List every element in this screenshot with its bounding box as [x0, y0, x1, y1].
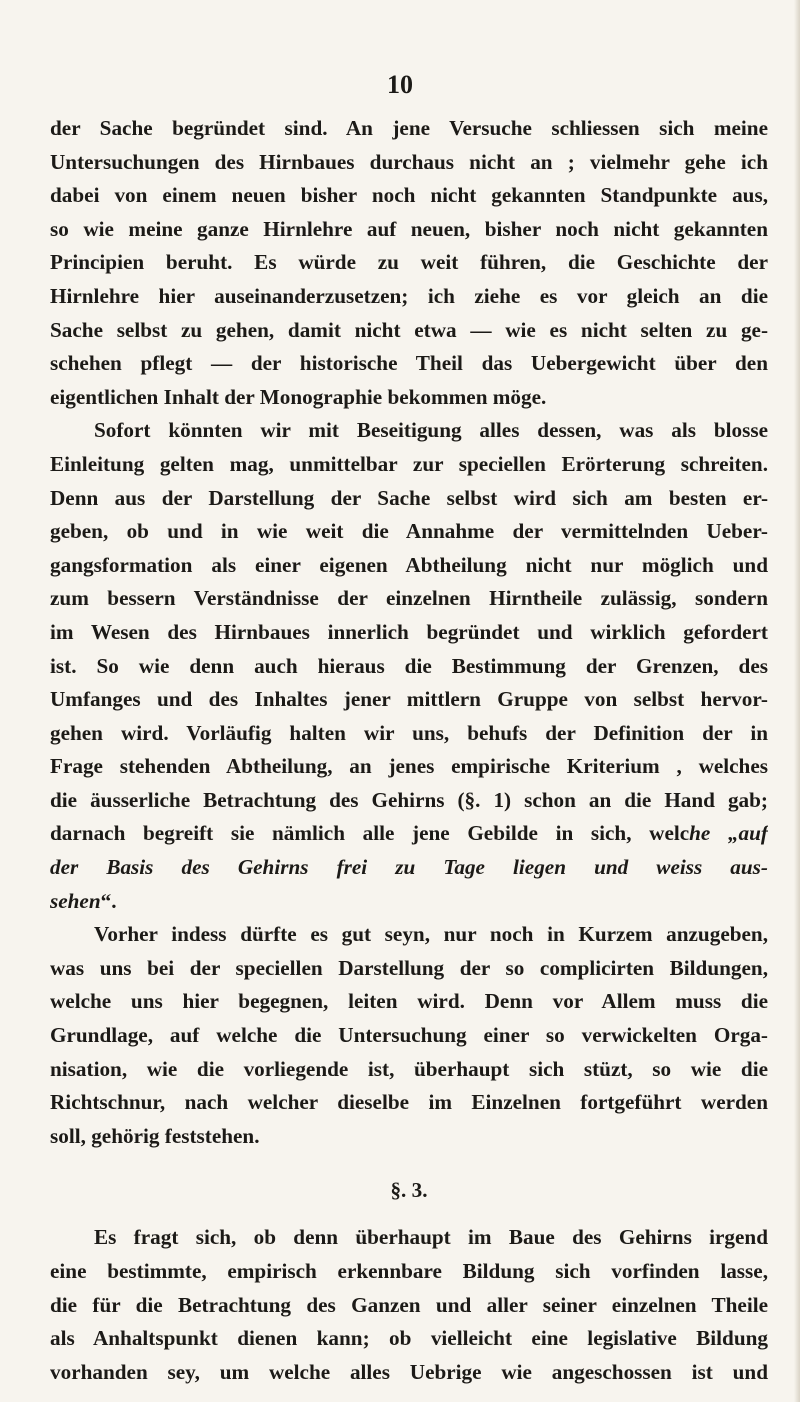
text-line: gangsformation als einer eigenen Abtheilung nicht nur möglich und [50, 552, 768, 577]
text-line: der Basis des Gehirns frei zu Tage liegen und weiss aus- [50, 855, 768, 880]
text-line: die äusserliche Betrachtung des Gehirns (§. 1) schon an die Hand gab; [50, 787, 768, 812]
text-line: der Sache begründet sind. An jene Versuche schliessen sich meine [50, 116, 768, 140]
text-line: gehen wird. Vorläufig halten wir uns, behufs der Definition der in [50, 720, 768, 745]
text-line: Umfanges und des Inhaltes jener mittlern Gruppe von selbst hervor- [50, 687, 768, 712]
page-number: 10 [387, 70, 413, 99]
text-line: soll, gehörig feststehen. [50, 1123, 260, 1148]
text-line: schehen pflegt — der historische Theil das Uebergewicht über den [50, 351, 768, 376]
text-line: Denn aus der Darstellung der Sache selbst wird sich am besten er- [50, 485, 768, 510]
text-line: die für die Betrachtung des Ganzen und aller seiner einzelnen Theile [50, 1292, 768, 1317]
text-line: nisation, wie die vorliegende ist, überhaupt sich stüzt, so wie die [50, 1056, 768, 1081]
paragraphs-after-section [50, 1221, 768, 1389]
text-line: Es fragt sich, ob denn überhaupt im Baue des Gehirns irgend [94, 1225, 768, 1250]
text-line: Hirnlehre hier auseinanderzusetzen; ich ziehe es vor gleich an die [50, 283, 768, 308]
text-line: Einleitung gelten mag, unmittelbar zur speciellen Erörterung schreiten. [50, 451, 768, 476]
text-line: dabei von einem neuen bisher noch nicht gekannten Standpunkte aus, [50, 183, 768, 208]
text-line: so wie meine ganze Hirnlehre auf neuen, bisher noch nicht gekannten [50, 216, 768, 241]
text-line: Grundlage, auf welche die Untersuchung einer so verwickelten Orga- [50, 1023, 768, 1048]
text-line: Richtschnur, nach welcher dieselbe im Einzelnen fortgeführt werden [50, 1090, 768, 1115]
text-line: Untersuchungen des Hirnbaues durchaus nicht an ; vielmehr gehe ich [50, 149, 768, 174]
page-edge-shadow [794, 0, 800, 1402]
text-line: Principien beruht. Es würde zu weit führen, die Geschichte der [50, 250, 768, 275]
text-line: zum bessern Verständnisse der einzelnen Hirntheile zulässig, sondern [50, 586, 768, 611]
text-line: im Wesen des Hirnbaues innerlich begründet und wirklich gefordert [50, 619, 768, 644]
text-line: als Anhaltspunkt dienen kann; ob vielleicht eine legislative Bildung [50, 1326, 768, 1351]
text-line: ist. So wie denn auch hieraus die Bestimmung der Grenzen, des [50, 653, 768, 678]
text-line: welche uns hier begegnen, leiten wird. Denn vor Allem muss die [50, 989, 768, 1014]
text-line: sehen“. [50, 888, 117, 913]
text-line: eine bestimmte, empirisch erkennbare Bildung sich vorfinden lasse, [50, 1259, 768, 1283]
paragraphs-before-section [50, 112, 768, 1153]
text-line: Sofort könnten wir mit Beseitigung alles dessen, was als blosse [94, 418, 768, 443]
text-line: was uns bei der speciellen Darstellung der so complicirten Bildungen, [50, 955, 768, 980]
text-line: Sache selbst zu gehen, damit nicht etwa — wie es nicht selten zu ge- [50, 317, 768, 342]
text-line: Vorher indess dürfte es gut seyn, nur noch in Kurzem anzugeben, [94, 922, 768, 947]
text-line: Frage stehenden Abtheilung, an jenes empirische Kriterium , welches [50, 754, 768, 779]
text-line: vorhanden sey, um welche alles Uebrige wie angeschossen ist und [50, 1359, 768, 1384]
text-line: eigentlichen Inhalt der Monographie bekommen möge. [50, 384, 547, 409]
text-line: darnach begreift sie nämlich alle jene Gebilde in sich, welche „auf [50, 821, 768, 846]
body-text [50, 112, 768, 1389]
section-heading: §. 3. [390, 1178, 428, 1203]
text-line: geben, ob und in wie weit die Annahme der vermittelnden Ueber- [50, 519, 768, 544]
